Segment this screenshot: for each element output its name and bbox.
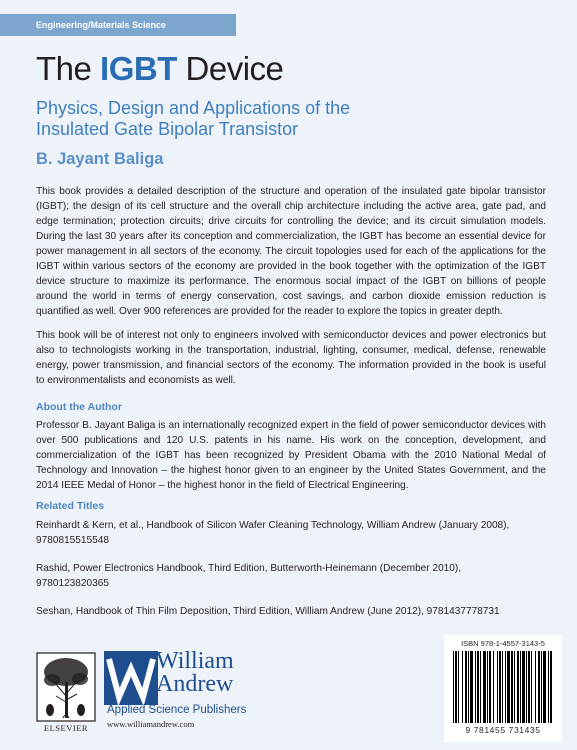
title-prefix: The — [36, 50, 101, 87]
related-title-item — [36, 518, 546, 548]
related-title-line: Rashid, Power Electronics Handbook, Third Edition, Butterworth-Heinemann (December 2010), — [36, 563, 462, 574]
related-title-line: Seshan, Handbook of Thin Film Deposition, Third Edition, William Andrew (June 2012), 9781437778731 — [36, 606, 500, 617]
related-title-isbn: 9780123820365 — [36, 578, 109, 589]
description-paragraph-2: This book will be of interest not only to engineers involved with semiconductor devices and power electronics but also to technologists working in the transportation, industrial, lighting, consumer, medical, defense, renewable energy, power transmission, and financial sectors of the economy. The information provided in the book is useful to environmentalists and economists as well. — [36, 330, 546, 386]
related-title-line: Reinhardt & Kern, et al., Handbook of Silicon Wafer Cleaning Technology, William Andrew (January 2008), — [36, 520, 510, 531]
isbn-label: ISBN 978-1-4557-3143-5 — [461, 639, 545, 648]
william-andrew-w-logo — [104, 651, 158, 705]
subtitle-line-2: Insulated Gate Bipolar Transistor — [36, 119, 299, 139]
title-highlight: IGBT — [100, 50, 177, 87]
related-title-item — [36, 604, 546, 619]
book-title — [36, 50, 283, 88]
related-title-isbn: 9780815515548 — [36, 535, 109, 546]
elsevier-wordmark: ELSEVIER — [43, 723, 89, 733]
publisher-tagline: Applied Science Publishers — [107, 704, 247, 716]
subtitle-line-1: Physics, Design and Applications of the — [36, 98, 351, 118]
isbn-barcode-box — [444, 635, 562, 742]
category-label: Engineering/Materials Science — [0, 14, 236, 36]
related-titles-heading: Related Titles — [36, 500, 105, 512]
author-name: B. Jayant Baliga — [36, 150, 164, 168]
about-author-text: Professor B. Jayant Baliga is an internationally recognized expert in the field of power semiconductor devices with over 500 publications and 120 U.S. patents in his name. His work on the conception, development, and commercialization of the IGBT has been recognized by President Obama with the 2010 National Medal of Technology and Innovation – the highest honor given to an engineer by the United States Government, and the 2014 IEEE Medal of Honor – the highest honor in the field of Electrical Engineering. — [36, 420, 546, 491]
publisher-url: www.williamandrew.com — [107, 719, 195, 729]
wordmark-line-1: William — [156, 648, 234, 674]
related-title-item — [36, 561, 546, 591]
wordmark-line-2: Andrew — [156, 671, 234, 697]
barcode-digits: 9 781455 731435 — [465, 725, 541, 735]
title-suffix: Device — [176, 50, 284, 87]
about-author-heading: About the Author — [36, 401, 122, 413]
description-paragraph-1: This book provides a detailed description of the structure and operation of the insulated gate bipolar transistor (IGBT); the design of its cell structure and the overall chip architecture including the active area, gate pad, and edge termination; protection circuits; drive circuits for controlling the device; and its circuit simulation models. During the last 30 years after its conception and commercialization, the IGBT has become an essential device for power management in all sectors of the economy. The circuit topologies used for each of the applications for the IGBT within various sectors of the economy are provided in the book together with the optimization of the IGBT device structure to maximize its performance. The enormous social impact of the IGBT on billions of people around the world in terms of energy conservation, cost savings, and carbon dioxide emission reduction is quantified as well. Over 900 references are provided for the reader to explore the topics in greater depth. — [36, 186, 546, 317]
barcode-icon — [451, 651, 555, 723]
book-subtitle — [36, 98, 350, 140]
elsevier-tree-logo — [36, 652, 96, 726]
william-andrew-wordmark — [156, 650, 234, 696]
